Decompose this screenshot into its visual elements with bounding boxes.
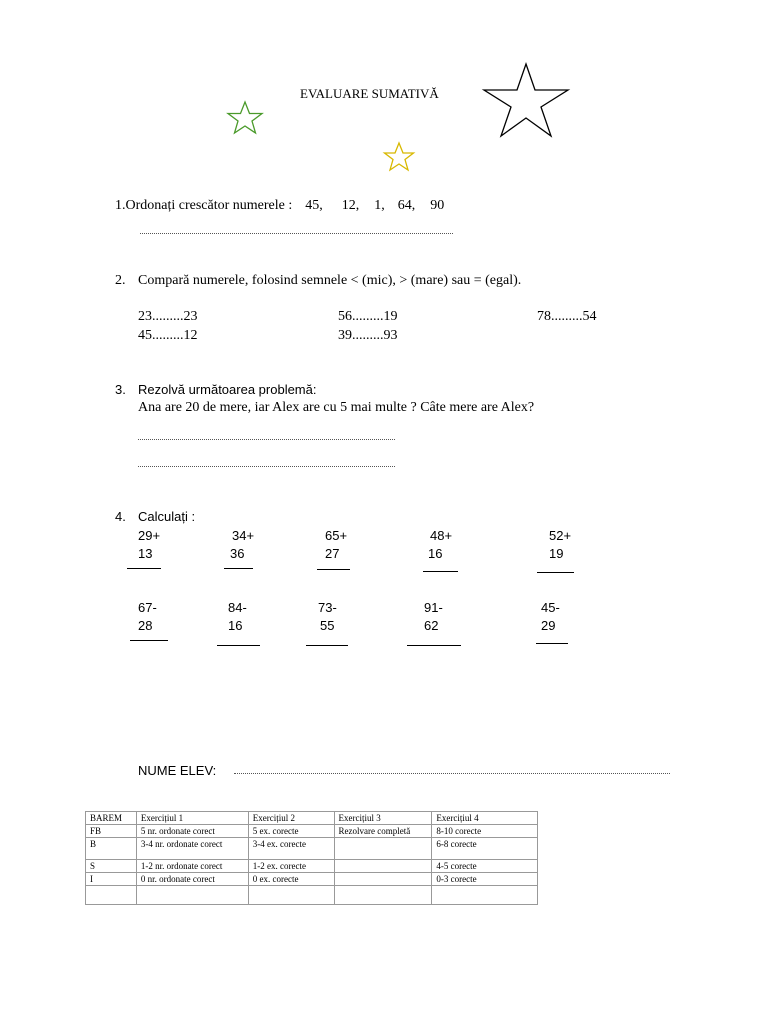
barem-cell: 0-3 corecte [432, 873, 538, 886]
barem-cell: Rezolvare completă [334, 825, 432, 838]
ex1-number: 12, [341, 198, 360, 213]
addend: 52+ [549, 528, 572, 543]
result-line[interactable] [306, 645, 348, 646]
ex1-answer-line[interactable] [140, 233, 453, 234]
minuend: 73- [318, 600, 337, 615]
ex2-compare-item: 45.........12 [138, 328, 198, 343]
barem-cell: 0 ex. corecte [248, 873, 334, 886]
barem-cell: 0 nr. ordonate corect [136, 873, 248, 886]
minuend: 84- [228, 600, 247, 615]
subtrahend: 16 [228, 618, 243, 633]
minuend: 67- [138, 600, 157, 615]
barem-header-cell: BAREM [86, 812, 137, 825]
barem-cell: 8-10 corecte [432, 825, 538, 838]
barem-header-cell: Exercițiul 1 [136, 812, 248, 825]
addend: 48+ [430, 528, 453, 543]
ex3-problem-text: Ana are 20 de mere, iar Alex are cu 5 mai multe ? Câte mere are Alex? [138, 400, 535, 415]
barem-cell [136, 886, 248, 905]
addition-problem [325, 527, 347, 563]
barem-cell: 5 ex. corecte [248, 825, 334, 838]
result-line[interactable] [217, 645, 260, 646]
barem-row [86, 838, 538, 860]
barem-cell: 3-4 nr. ordonate corect [136, 838, 248, 860]
subtraction-problem [424, 599, 443, 635]
addend: 13 [138, 546, 153, 561]
addend: 27 [325, 546, 340, 561]
ex3-answer-line[interactable] [138, 439, 395, 440]
barem-cell: 5 nr. ordonate corect [136, 825, 248, 838]
student-name-label: NUME ELEV: [138, 763, 217, 778]
subtrahend: 62 [424, 618, 439, 633]
barem-cell: B [86, 838, 137, 860]
minuend: 45- [541, 600, 560, 615]
student-name-field[interactable] [234, 773, 670, 774]
barem-cell: FB [86, 825, 137, 838]
barem-cell [334, 873, 432, 886]
addend: 29+ [138, 528, 161, 543]
addend: 65+ [325, 528, 348, 543]
barem-cell [334, 838, 432, 860]
minuend: 91- [424, 600, 443, 615]
ex2-compare-item: 78.........54 [537, 309, 597, 324]
barem-cell: S [86, 860, 137, 873]
ex2-compare-item: 23.........23 [138, 309, 198, 324]
barem-row [86, 873, 538, 886]
addend: 36 [230, 546, 245, 561]
ex1-instruction [115, 198, 444, 214]
barem-row [86, 860, 538, 873]
ex3-number: 3. [115, 382, 126, 397]
result-line[interactable] [423, 571, 458, 572]
addition-problem [549, 527, 571, 563]
ex4-title: Calculați : [138, 509, 196, 524]
subtraction-problem [228, 599, 247, 635]
result-line[interactable] [127, 568, 161, 569]
result-line[interactable] [224, 568, 253, 569]
ex4-number: 4. [115, 509, 126, 524]
ex1-number: 90 [430, 198, 445, 213]
addend: 34+ [232, 528, 255, 543]
ex2-compare-item: 56.........19 [338, 309, 398, 324]
subtrahend: 29 [541, 618, 556, 633]
addition-problem [232, 527, 254, 563]
ex2-compare-item: 39.........93 [338, 328, 398, 343]
barem-cell [432, 886, 538, 905]
addend: 16 [428, 546, 443, 561]
ex3-title: Rezolvă următoarea problemă: [138, 382, 317, 397]
barem-cell: 1-2 nr. ordonate corect [136, 860, 248, 873]
result-line[interactable] [130, 640, 168, 641]
black-star-icon [480, 60, 572, 140]
ex1-number: 1, [374, 198, 385, 213]
addition-problem [138, 527, 160, 563]
barem-cell: I [86, 873, 137, 886]
barem-cell: 1-2 ex. corecte [248, 860, 334, 873]
yellow-star-icon [382, 141, 416, 173]
barem-row [86, 825, 538, 838]
barem-row [86, 886, 538, 905]
barem-cell [86, 886, 137, 905]
barem-header-row [86, 812, 538, 825]
subtraction-problem [541, 599, 560, 635]
subtrahend: 55 [320, 618, 335, 633]
ex1-label: 1.Ordonați crescător numerele : [115, 198, 293, 213]
barem-header-cell: Exercițiul 3 [334, 812, 432, 825]
barem-table [85, 811, 538, 905]
subtrahend: 28 [138, 618, 153, 633]
ex1-number: 64, [397, 198, 416, 213]
page-title: EVALUARE SUMATIVĂ [300, 86, 439, 101]
barem-cell [248, 886, 334, 905]
ex3-answer-line[interactable] [138, 466, 395, 467]
subtraction-problem [318, 599, 337, 635]
barem-header-cell: Exercițiul 2 [248, 812, 334, 825]
subtraction-problem [138, 599, 157, 635]
barem-cell: 6-8 corecte [432, 838, 538, 860]
barem-cell: 4-5 corecte [432, 860, 538, 873]
result-line[interactable] [407, 645, 461, 646]
barem-header-cell: Exercițiul 4 [432, 812, 538, 825]
barem-cell [334, 886, 432, 905]
barem-cell: 3-4 ex. corecte [248, 838, 334, 860]
barem-cell [334, 860, 432, 873]
ex1-number: 45, [305, 198, 323, 213]
addition-problem [430, 527, 452, 563]
ex2-number: 2. [115, 273, 126, 288]
green-star-icon [225, 100, 265, 136]
ex2-instruction: Compară numerele, folosind semnele < (mic), > (mare) sau = (egal). [138, 273, 522, 288]
result-line[interactable] [537, 572, 574, 573]
result-line[interactable] [317, 569, 350, 570]
result-line[interactable] [536, 643, 568, 644]
addend: 19 [549, 546, 564, 561]
